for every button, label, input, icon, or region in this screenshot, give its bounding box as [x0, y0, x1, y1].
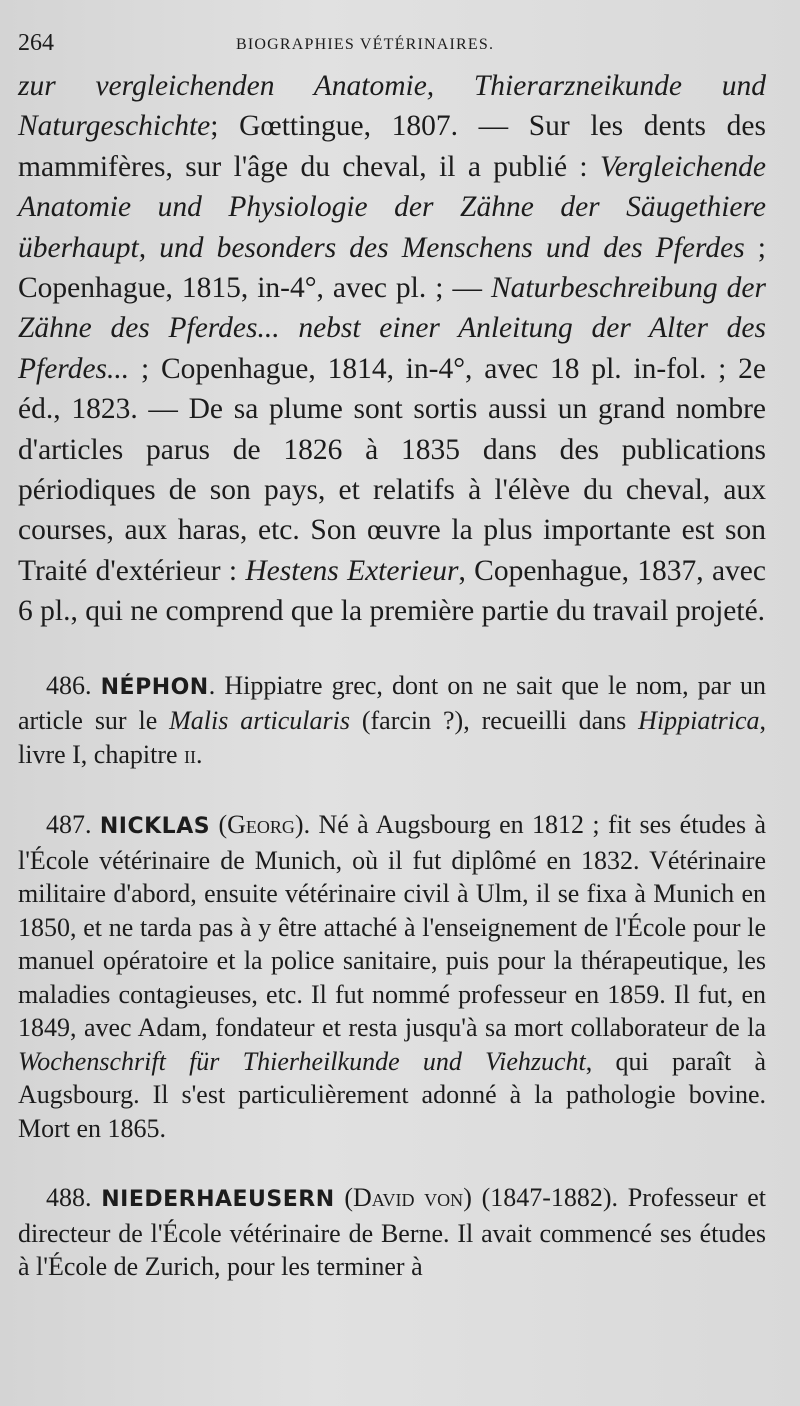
text-run: Né à Augsbourg en 1812 ; fit ses études à l'École vétérinaire de Munich, où il fut diplômé en 1832. Vétérinaire militaire d'abord, ensuite vétérinaire civil à Ulm, il se fixa à Munich en 1850, et ne tarda pas à y être attaché à l'enseignement de l'École pour le manuel opératoire et la police sanitaire, puis pour la thérapeutique, les maladies contagieuses, etc. Il fut nommé professeur en 1859. Il fut, en 1849, avec Adam, fondateur et resta jusqu'à sa mort collaborateur de la: [18, 810, 766, 1043]
entry-given-close: ).: [294, 810, 311, 840]
text-run: , qui paraît à Augsbourg. Il s'est particulièrement adonné à la pathologie bovine. Mort en 1865.: [18, 1046, 766, 1143]
text-run: , Copenhague, 1837, avec 6 pl., qui ne comprend que la première partie du travail projeté.: [18, 554, 766, 628]
entry-487: 487. NICKLAS (Georg). Né à Augsbourg en 1812 ; fit ses études à l'École vétérinaire de Munich, où il fut diplômé en 1832. Vétérinaire militaire d'abord, ensuite vétérinaire civil à Ulm, il se fixa à Munich en 1850, et ne tarda pas à y être attaché à l'enseignement de l'École pour le manuel opératoire et la police sanitaire, puis pour la thérapeutique, les maladies contagieuses, etc. Il fut nommé professeur en 1859. Il fut, en 1849, avec Adam, fondateur et resta jusqu'à sa mort collaborateur de la Wochenschrift für Thierheilkunde und Viehzucht, qui paraît à Augsbourg. Il s'est particulièrement adonné à la pathologie bovine. Mort en 1865.: [18, 810, 766, 1143]
entry-name: NIEDERHAEUSERN: [101, 1187, 335, 1213]
entry-given-close: ): [463, 1183, 472, 1213]
text-run: Naturbeschreibung der Zähne des Pferdes... nebst einer Anleitung der Alter des Pferdes...: [18, 272, 766, 385]
entry-name-suffix: .: [208, 670, 216, 700]
running-header: [18, 22, 766, 66]
text-run: ; Gœttingue, 1807. — Sur les dents des mammifères, sur l'âge du cheval, il a publié :: [18, 110, 766, 183]
text-run: Malis articularis: [169, 706, 350, 736]
text-run: ; Copenhague, 1815, in-4°, avec pl. ; —: [18, 231, 766, 305]
text-run: Hestens Exterieur: [245, 554, 459, 587]
entry-number: 487.: [46, 810, 92, 840]
text-run: zur vergleichenden Anatomie, Thierarzneikunde und Naturgeschichte: [18, 70, 766, 143]
text-run: (1847-1882). Professeur et directeur de l'École vétérinaire de Berne. Il avait commencé ses études à l'École de Zurich, pour les terminer à: [18, 1183, 766, 1282]
text-run: ; Copenhague, 1814, in-4°, avec 18 pl. in-fol. ; 2e éd., 1823. — De sa plume sont sortis aussi un grand nombre d'articles parus de 1826 à 1835 dans des publications périodiques de son pays, et relatifs à l'élève du cheval, aux courses, aux haras, etc. Son œuvre la plus importante est son Traité d'extérieur :: [18, 352, 766, 587]
running-title: BIOGRAPHIES VÉTÉRINAIRES.: [236, 36, 495, 53]
entry-given-name: Georg: [227, 810, 295, 840]
text-run: .: [196, 739, 203, 769]
text-run: Wochenschrift für Thierheilkunde und Viehzucht: [18, 1046, 586, 1076]
continued-paragraph: [18, 66, 766, 632]
page-number: 264: [18, 30, 54, 56]
entry-486: [18, 669, 766, 772]
text-run: , livre I, chapitre: [18, 706, 767, 769]
entry-name: NÉPHON: [100, 674, 209, 700]
text-run: Hippiatrica: [638, 706, 760, 736]
text-run: Vergleichende Anatomie und Physiologie der Zähne der Säugethiere überhaupt, und besonders des Menschens und des Pferdes: [18, 150, 766, 264]
entry-488: 488. NIEDERHAEUSERN (David von) (1847-1882). Professeur et directeur de l'École vétérinaire de Berne. Il avait commencé ses études à l'École de Zurich, pour les terminer à: [18, 1183, 766, 1282]
text-run: (farcin ?), recueilli dans: [350, 706, 639, 736]
text-run: ii: [184, 739, 197, 769]
text-run: Hippiatre grec, dont on ne sait que le nom, par un article sur le: [18, 670, 766, 736]
entry-number: 486.: [46, 670, 92, 700]
entry-given-name: David von: [353, 1183, 464, 1213]
entry-name: NICKLAS: [99, 814, 211, 840]
entry-number: 488.: [46, 1183, 92, 1213]
